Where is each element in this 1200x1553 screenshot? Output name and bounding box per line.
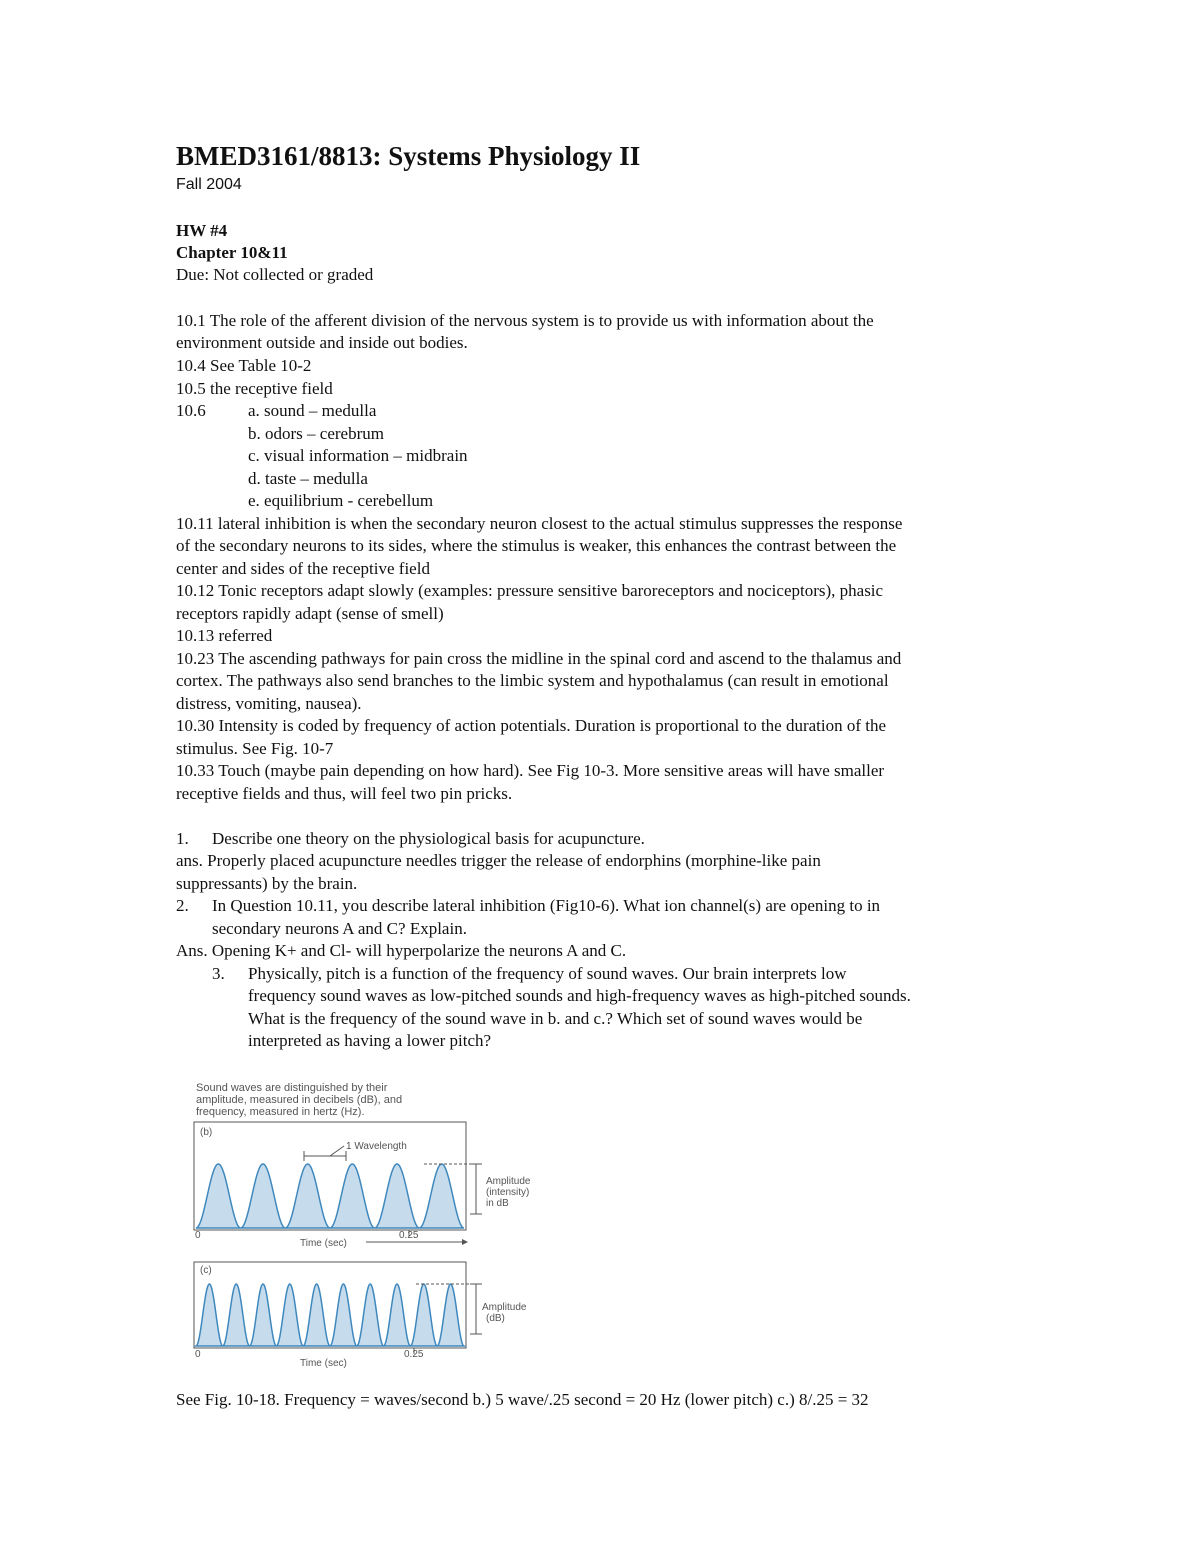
sound-waves-figure	[180, 1078, 580, 1368]
figure-caption-line: Sound waves are distinguished by their	[196, 1082, 388, 1094]
axis-b-zero: 0	[195, 1230, 201, 1241]
axis-c-tick-label: 0.25	[404, 1349, 424, 1360]
answer-10-6-item: a. sound – medulla	[248, 401, 377, 420]
question-1-number: 1.	[176, 829, 189, 848]
answer-10-23-line: 10.23 The ascending pathways for pain cross the midline in the spinal cord and ascend to the thalamus and	[176, 649, 902, 668]
amplitude-b-label: (intensity)	[486, 1187, 530, 1198]
answer-10-33-line: 10.33 Touch (maybe pain depending on how hard). See Fig 10-3. More sensitive areas will have smaller	[176, 761, 885, 780]
question-3-text-line: frequency sound waves as low-pitched sounds and high-frequency waves as high-pitched sounds.	[248, 986, 911, 1005]
axis-b-label: Time (sec)	[300, 1238, 347, 1249]
due-note: Due: Not collected or graded	[176, 265, 374, 284]
axis-c-zero: 0	[195, 1349, 201, 1360]
answer-10-30-line: stimulus. See Fig. 10-7	[176, 739, 334, 758]
axis-b-tick-label: 0.25	[399, 1230, 419, 1241]
answer-10-6-item: e. equilibrium - cerebellum	[248, 491, 434, 510]
wavelength-label: 1 Wavelength	[346, 1141, 407, 1152]
answer-10-33-line: receptive fields and thus, will feel two pin pricks.	[176, 784, 513, 803]
question-3-text-line: interpreted as having a lower pitch?	[248, 1031, 492, 1050]
term: Fall 2004	[176, 176, 242, 193]
amplitude-b-label: in dB	[486, 1198, 509, 1209]
answer-10-11-line: center and sides of the receptive field	[176, 559, 430, 578]
question-1-answer-line: ans. Properly placed acupuncture needles trigger the release of endorphins (morphine-like pain	[176, 851, 821, 870]
question-3-number: 3.	[212, 964, 225, 983]
figure-caption-line: frequency, measured in hertz (Hz).	[196, 1106, 365, 1118]
frequency-answer: See Fig. 10-18. Frequency = waves/second b.) 5 wave/.25 second = 20 Hz (lower pitch) c.) 8/.25 = 32	[176, 1390, 869, 1409]
question-2-answer: Ans. Opening K+ and Cl- will hyperpolarize the neurons A and C.	[176, 941, 627, 960]
answer-10-6-item: d. taste – medulla	[248, 469, 368, 488]
answer-10-6-number: 10.6	[176, 401, 206, 420]
answer-10-23-line: cortex. The pathways also send branches to the limbic system and hypothalamus (can result in emotional	[176, 671, 889, 690]
answer-10-12-line: 10.12 Tonic receptors adapt slowly (examples: pressure sensitive baroreceptors and nociceptors), phasic	[176, 581, 884, 600]
answer-10-12-line: receptors rapidly adapt (sense of smell)	[176, 604, 444, 623]
answer-10-30-line: 10.30 Intensity is coded by frequency of action potentials. Duration is proportional to the duration of the	[176, 716, 887, 735]
question-2-number: 2.	[176, 896, 189, 915]
panel-b-label: (b)	[200, 1127, 213, 1138]
answer-10-11-line: of the secondary neurons to its sides, where the stimulus is weaker, this enhances the contrast between the	[176, 536, 897, 555]
panel-b-frame	[194, 1122, 466, 1230]
panel-c-label: (c)	[200, 1265, 212, 1276]
answer-10-1-line-1: 10.1 The role of the afferent division of the nervous system is to provide us with information about the	[176, 311, 874, 330]
answer-10-5: 10.5 the receptive field	[176, 379, 333, 398]
question-2-text-line: secondary neurons A and C? Explain.	[212, 919, 467, 938]
axis-c-label: Time (sec)	[300, 1358, 347, 1368]
question-3-text-line: Physically, pitch is a function of the frequency of sound waves. Our brain interprets low	[248, 964, 847, 983]
answer-10-6-item: c. visual information – midbrain	[248, 446, 468, 465]
answer-10-13: 10.13 referred	[176, 626, 273, 645]
figure-caption-line: amplitude, measured in decibels (dB), and	[196, 1094, 403, 1106]
amplitude-c-label: (dB)	[486, 1313, 505, 1324]
hw-number: HW #4	[176, 221, 228, 240]
answer-10-4: 10.4 See Table 10-2	[176, 356, 312, 375]
amplitude-b-label: Amplitude	[486, 1176, 531, 1187]
answer-10-6-item: b. odors – cerebrum	[248, 424, 384, 443]
chapter-heading: Chapter 10&11	[176, 243, 288, 262]
course-title: BMED3161/8813: Systems Physiology II	[176, 141, 641, 171]
answer-10-1-line-2: environment outside and inside out bodies.	[176, 333, 468, 352]
axis-b-arrowhead	[462, 1239, 468, 1245]
question-2-text-line: In Question 10.11, you describe lateral inhibition (Fig10-6). What ion channel(s) are opening to in	[212, 896, 881, 915]
answer-10-23-line: distress, vomiting, nausea).	[176, 694, 362, 713]
question-1-answer-line: suppressants) by the brain.	[176, 874, 358, 893]
answer-10-11-line: 10.11 lateral inhibition is when the secondary neuron closest to the actual stimulus suppresses the response	[176, 514, 903, 533]
question-1-text: Describe one theory on the physiological basis for acupuncture.	[212, 829, 645, 848]
amplitude-c-label: Amplitude	[482, 1302, 527, 1313]
question-3-text-line: What is the frequency of the sound wave in b. and c.? Which set of sound waves would be	[248, 1009, 863, 1028]
